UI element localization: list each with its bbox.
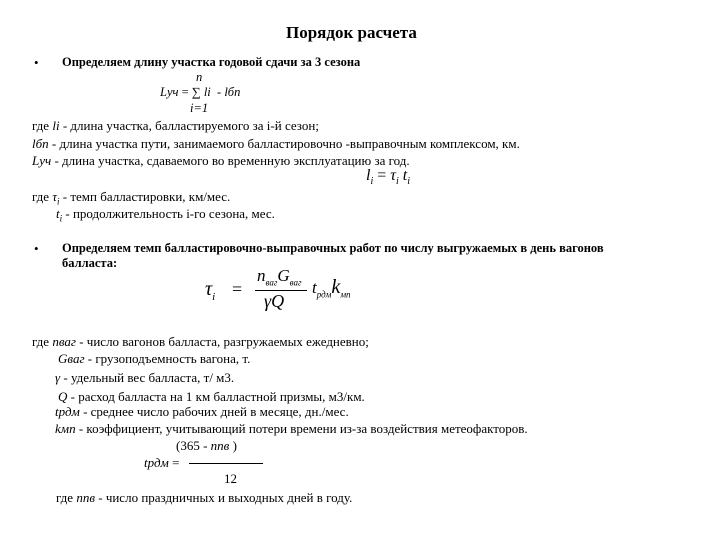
def-gamma — [55, 370, 234, 386]
def-symbol: Lуч — [32, 153, 52, 168]
formula2-t-sub: i — [407, 176, 411, 188]
def-trdm — [55, 404, 349, 420]
formula4-trdm: tрдм — [144, 455, 169, 470]
def-text: - коэффициент, учитывающий потери времени из-за воздействия метеофакторов. — [75, 421, 528, 436]
def-symbol: lбп — [32, 136, 49, 151]
formula2 — [366, 167, 410, 187]
def-sub: i — [56, 196, 60, 207]
def-tau — [32, 189, 230, 207]
formula2-l: l — [366, 167, 371, 184]
def-prefix: где — [32, 118, 53, 133]
formula2-t: t — [402, 167, 408, 184]
def-text: - темп балластировки, км/мес. — [59, 189, 231, 204]
formula3-denominator: γQ — [264, 291, 285, 311]
formula1-lhs: Lуч — [160, 85, 179, 99]
def-symbol: kмп — [55, 421, 76, 436]
def-li — [32, 118, 319, 134]
section2-heading-line1: Определяем темп балластировочно-выправочных работ по числу выгружаемых в день вагонов — [62, 241, 604, 255]
def-text: - длина участка, сдаваемого во временную эксплуатацию за год. — [51, 153, 410, 168]
def-text: - среднее число рабочих дней в месяце, дн./мес. — [79, 404, 349, 419]
formula1-minus: - — [217, 85, 222, 99]
formula1-term2: lбп — [224, 85, 241, 99]
formula3-g-sub: ваг — [289, 277, 302, 288]
fraction-bar-2 — [189, 463, 263, 464]
page-title: Порядок расчета — [286, 23, 417, 42]
def-npv — [56, 490, 352, 506]
def-text: - удельный вес балласта, т/ м3. — [60, 370, 235, 385]
formula4-open: (365 - — [176, 438, 211, 453]
def-prefix: где — [32, 334, 53, 349]
formula1-lower: i=1 — [190, 101, 209, 115]
formula4-numerator — [176, 438, 237, 454]
def-symbol: Q — [58, 389, 68, 404]
def-text: - длина участка, балластируемого за i-й сезон; — [59, 118, 319, 133]
def-prefix: где — [56, 490, 77, 505]
def-t — [56, 206, 275, 224]
formula4-lhs — [144, 455, 179, 471]
def-sub: i — [59, 213, 63, 224]
def-symbol: t — [56, 206, 60, 221]
bullet-1: • — [34, 55, 39, 70]
formula4-eq: = — [168, 455, 180, 470]
def-symbol: γ — [55, 370, 61, 385]
def-symbol: li — [52, 118, 60, 133]
def-gvag — [58, 351, 250, 367]
def-text: - расход балласта на 1 км балластной призмы, м3/км. — [67, 389, 365, 404]
formula3-t: t — [312, 278, 317, 297]
formula4-close: ) — [229, 438, 237, 453]
def-symbol: nваг — [52, 334, 76, 349]
formula3-n: n — [257, 266, 266, 285]
def-q — [58, 389, 365, 405]
def-nvag — [32, 334, 369, 350]
def-symbol: τ — [52, 189, 57, 204]
def-text: - продолжительность i-го сезона, мес. — [62, 206, 275, 221]
def-text: - число праздничных и выходных дней в году. — [94, 490, 353, 505]
formula2-tau-sub: i — [396, 176, 399, 188]
formula3-k: k — [331, 276, 341, 298]
formula3-tau: τ — [205, 278, 213, 300]
formula3-tail — [312, 276, 351, 299]
def-text: - грузоподъемность вагона, т. — [84, 351, 251, 366]
def-text: - число вагонов балласта, разгружаемых ежедневно; — [75, 334, 369, 349]
section1-heading: Определяем длину участка годовой сдачи за 3 сезона — [62, 55, 361, 69]
formula2-tau: τ — [390, 167, 396, 184]
formula3-t-sub: рдм — [316, 289, 332, 300]
formula1-eq: = — [181, 85, 189, 99]
formula3-eq: = — [232, 279, 243, 299]
def-luch — [32, 153, 410, 169]
formula3-k-sub: мп — [340, 289, 351, 300]
def-prefix: где — [32, 189, 53, 204]
formula1-term1: li — [203, 85, 211, 99]
formula3-g: G — [277, 266, 290, 285]
formula2-l-sub: i — [370, 176, 374, 188]
def-text: - длина участка пути, занимаемого балластировочно -выправочным комплексом, км. — [48, 136, 520, 151]
formula4-denominator: 12 — [224, 471, 237, 486]
def-symbol: nпв — [76, 490, 95, 505]
formula1-upper: n — [196, 70, 203, 84]
formula1 — [160, 85, 240, 100]
formula3-numerator — [257, 266, 302, 287]
def-symbol: Gваг — [58, 351, 85, 366]
formula3-n-sub: ваг — [265, 277, 278, 288]
section2-heading-line2: балласта: — [62, 256, 118, 270]
formula4-npv: nпв — [210, 438, 230, 453]
sum-symbol: ∑ — [191, 85, 201, 99]
def-symbol: tрдм — [55, 404, 80, 419]
def-lbp — [32, 136, 520, 152]
bullet-2: • — [34, 241, 39, 256]
formula2-eq: = — [373, 167, 391, 184]
formula3-tau-sub: i — [212, 291, 216, 303]
def-kmp — [55, 421, 528, 437]
formula3-lhs — [205, 278, 215, 303]
